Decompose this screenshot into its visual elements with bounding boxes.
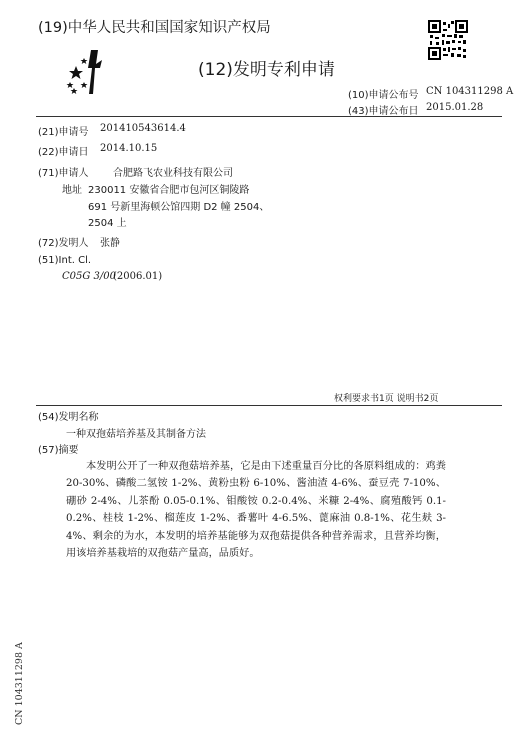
header-divider [36, 116, 502, 117]
int-cl-code: C05G 3/00 [62, 271, 116, 282]
inventor-name: 张静 [100, 238, 120, 249]
inventor-label: (72)发明人 [38, 238, 89, 249]
application-date: 2014.10.15 [100, 143, 158, 154]
application-number: 201410543614.4 [100, 123, 186, 134]
application-date-label: (22)申请日 [38, 147, 89, 158]
pages-note: 权利要求书1页 说明书2页 [334, 394, 439, 404]
publication-number-label: (10)申请公布号 [348, 90, 419, 101]
application-number-label: (21)申请号 [38, 127, 89, 138]
publication-date-label: (43)申请公布日 [348, 106, 419, 117]
office-name: (19)中华人民共和国国家知识产权局 [38, 20, 271, 36]
abstract-divider [36, 405, 502, 406]
applicant-name: 合肥路飞农业科技有限公司 [113, 168, 233, 179]
abstract-text: 本发明公开了一种双孢菇培养基，它是由下述重量百分比的各原料组成的：鸡粪 20-30%、磷酸二氢铵 1-2%、黄粉虫粉 6-10%、酱油渣 4-6%、蚕豆壳 7-10%、硼砂 2-4%、儿茶酚 0.05-0.1%、钼酸铵 0.2-0.4%、米糠 2-4%、腐殖酸钙 0.1-0.2%、桂枝 1-2%、榴莲皮 1-2%、番薯叶 4-6.5%、蓖麻油 0.8-1%、花生麸 3-4%、剩余的为水，本发明的培养基能够为双孢菇提供各种营养需求，且营养均衡，用该培养基栽培的双孢菇产量高，品质好。 [66, 461, 446, 560]
applicant-label: (71)申请人 [38, 168, 89, 179]
address-label: 地址 [62, 185, 82, 196]
invention-title-label: (54)发明名称 [38, 412, 99, 423]
address-line-2: 691 号新里海顿公馆四期 D2 幢 2504、 [88, 202, 270, 213]
sipo-emblem-icon [62, 44, 114, 96]
document-type-title: (12)发明专利申请 [198, 60, 335, 80]
publication-date: 2015.01.28 [426, 102, 484, 113]
address-line-1: 230011 安徽省合肥市包河区铜陵路 [88, 185, 250, 196]
publication-number: CN 104311298 A [426, 86, 514, 97]
int-cl-version: (2006.01) [113, 271, 163, 282]
address-line-3: 2504 上 [88, 218, 127, 229]
invention-title: 一种双孢菇培养基及其制备方法 [66, 429, 206, 440]
abstract-label: (57)摘要 [38, 445, 79, 456]
side-publication-number: CN 104311298 A [14, 642, 25, 725]
qr-code-icon [428, 20, 468, 60]
int-cl-label: (51)Int. Cl. [38, 255, 92, 266]
